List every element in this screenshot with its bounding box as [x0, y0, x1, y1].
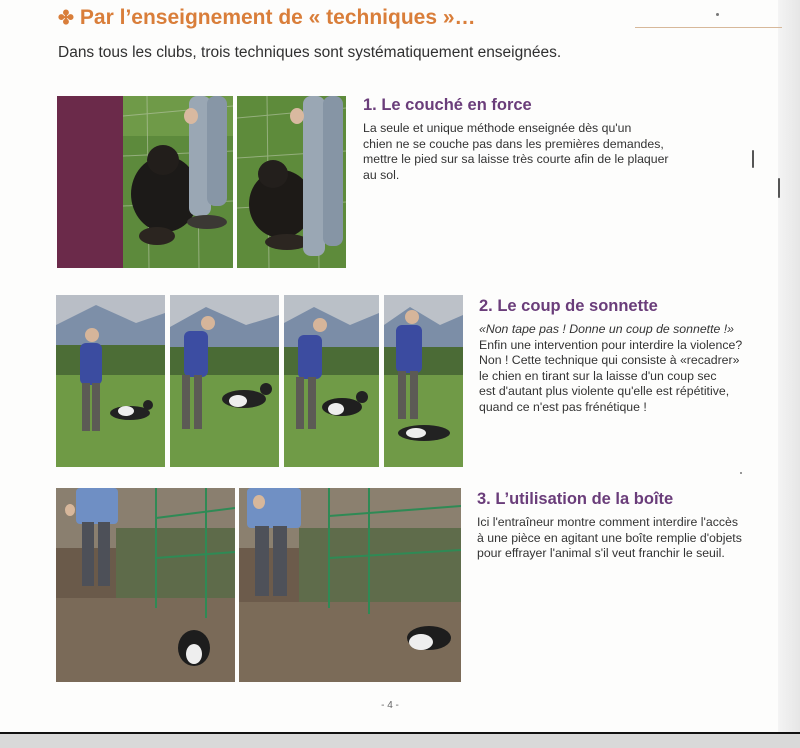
- section-1-line: au sol.: [363, 167, 400, 182]
- section-1-text: [363, 121, 669, 183]
- photo-sonnette-4: [384, 295, 463, 467]
- scan-speck: [752, 150, 754, 168]
- section-3-text: [477, 515, 777, 562]
- page-heading-text: Par l’enseignement de « techniques »…: [79, 6, 476, 29]
- photo-sonnette-3: [284, 295, 379, 467]
- scan-speck: [778, 178, 780, 198]
- section-2-line: le chien en tirant sur la laisse d'un coup sec: [479, 368, 717, 383]
- photo-sonnette-1: [56, 295, 165, 467]
- section-2-line: quand ce n'est pas frénétique !: [479, 399, 647, 414]
- section-3-line: Ici l'entraîneur montre comment interdire l'accès: [477, 515, 738, 529]
- page-right-edge: [778, 0, 800, 748]
- section-3-line: pour effrayer l'animal s'il veut franchir le seuil.: [477, 546, 725, 561]
- flower-bullet-icon: ✤: [58, 8, 74, 29]
- section-3-title: 3. L’utilisation de la boîte: [477, 490, 674, 508]
- section-1-line: chien ne se couche pas dans les premières demandes,: [363, 136, 664, 151]
- section-3-line: à une pièce en agitant une boîte remplie d'objets: [477, 530, 742, 545]
- photo-boite-2: [239, 488, 461, 682]
- photo-couche-2: [237, 96, 346, 268]
- section-2-line: Enfin une intervention pour interdire la violence?: [479, 337, 743, 352]
- photo-boite-1: [56, 488, 235, 682]
- section-2-title: 2. Le coup de sonnette: [479, 297, 658, 315]
- scan-speck: [716, 13, 719, 16]
- section-1-line: La seule et unique méthode enseignée dès qu'un: [363, 121, 632, 135]
- page-bottom-edge: [0, 732, 800, 748]
- photo-sonnette-2: [170, 295, 279, 467]
- page-heading: [58, 6, 476, 30]
- section-2-line: Non ! Cette technique qui consiste à «recadrer»: [479, 353, 740, 368]
- section-1-title: 1. Le couché en force: [363, 96, 532, 114]
- scan-speck: [740, 472, 742, 474]
- header-rule: [635, 27, 782, 28]
- section-1-line: mettre le pied sur sa laisse très courte afin de le plaquer: [363, 152, 669, 167]
- intro-text: Dans tous les clubs, trois techniques sont systématiquement enseignées.: [58, 44, 562, 61]
- photo-couche-1: [57, 96, 233, 268]
- page-number: - 4 -: [381, 700, 399, 711]
- section-2-text: [479, 322, 779, 416]
- section-2-line: est d'autant plus violente qu'elle est répétitive,: [479, 384, 730, 399]
- section-2-line: «Non tape pas ! Donne un coup de sonnette !»: [479, 322, 735, 336]
